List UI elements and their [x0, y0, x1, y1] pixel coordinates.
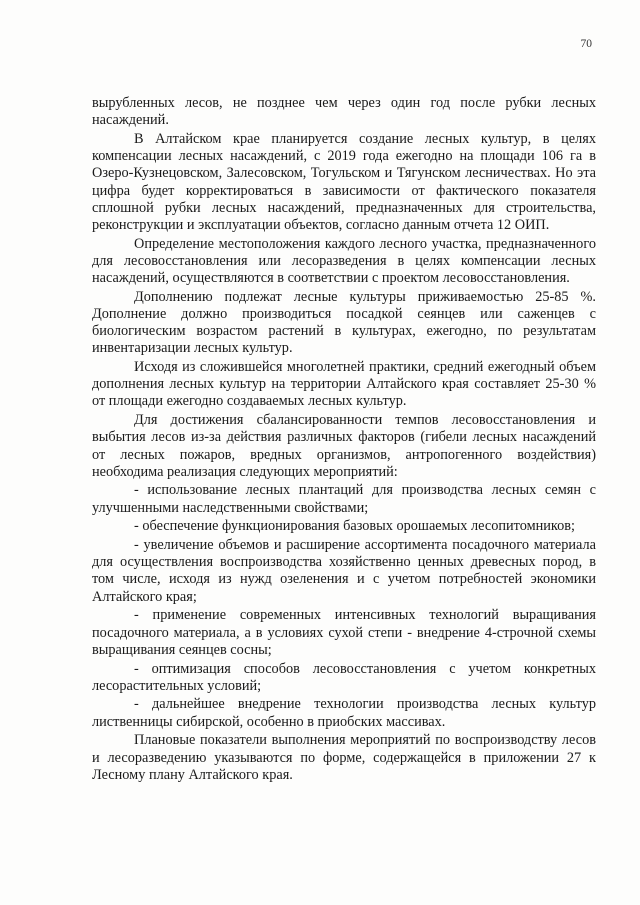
document-body	[92, 95, 596, 785]
paragraph-planned-indicators: Плановые показатели выполнения мероприятий по воспроизводству лесов и лесоразведению указываются по форме, содержащейся в приложении 27 к Лесному плану Алтайского края.	[92, 732, 596, 783]
list-item-planting-material: - увеличение объемов и расширение ассортимента посадочного материала для осуществления воспроизводства хозяйственно ценных древесных пород, в том числе, исходя из нужд озеленения и с учетом потребностей экономики Алтайского края;	[92, 537, 596, 605]
list-item-nurseries: - обеспечение функционирования базовых орошаемых лесопитомников;	[134, 518, 576, 535]
list-item-larch: - дальнейшее внедрение технологии производства лесных культур лиственницы сибирской, особенно в приобских массивах.	[92, 696, 596, 730]
paragraph-balance-measures: Для достижения сбалансированности темпов лесовосстановления и выбытия лесов из-за действия различных факторов (гибели лесных насаждений от лесных пожаров, вредных организмов, антропогенного воздействия) необходима реализация следующих мероприятий:	[92, 412, 596, 480]
paragraph-continuation: вырубленных лесов, не позднее чем через один год после рубки лесных насаждений.	[92, 95, 596, 129]
paragraph-site-location: Определение местоположения каждого лесного участка, предназначенного для лесовосстановления или лесоразведения в целях компенсации лесных насаждений, осуществляются в соответствии с проектом лесовосстановления.	[92, 235, 596, 287]
paragraph-supplement-survival: Дополнению подлежат лесные культуры приживаемостью 25-85 %. Дополнение должно производиться посадкой сеянцев или саженцев с биологическим возрастом растений в культурах, ежегодно, по результатам инвентаризации лесных культур.	[92, 288, 596, 357]
list-item-optimization: - оптимизация способов лесовосстановления с учетом конкретных лесорастительных условий;	[92, 660, 596, 694]
list-item-technologies: - применение современных интенсивных технологий выращивания посадочного материала, а в условиях сухой степи - внедрение 4-строчной схемы выращивания сеянцев сосны;	[92, 607, 596, 658]
paragraph-forest-cultures-plan: В Алтайском крае планируется создание лесных культур, в целях компенсации лесных насаждений, с 2019 года ежегодно на площади 106 га в Озеро-Кузнецовском, Залесовском, Тогульском и Тягунском лесничествах. Но эта цифра будет корректироваться в зависимости от фактического показателя сплошной рубки лесных насаждений, предназначенных для строительства, реконструкции и эксплуатации объектов, согласно данным отчета 12 ОИП.	[92, 130, 596, 233]
list-item-plantations: - использование лесных плантаций для производства лесных семян с улучшенными наследственными свойствами;	[92, 482, 596, 516]
paragraph-annual-supplement-volume: Исходя из сложившейся многолетней практики, средний ежегодный объем дополнения лесных культур на территории Алтайского края составляет 25-30 % от площади ежегодно создаваемых лесных культур.	[92, 359, 596, 410]
page-number: 70	[580, 38, 592, 50]
